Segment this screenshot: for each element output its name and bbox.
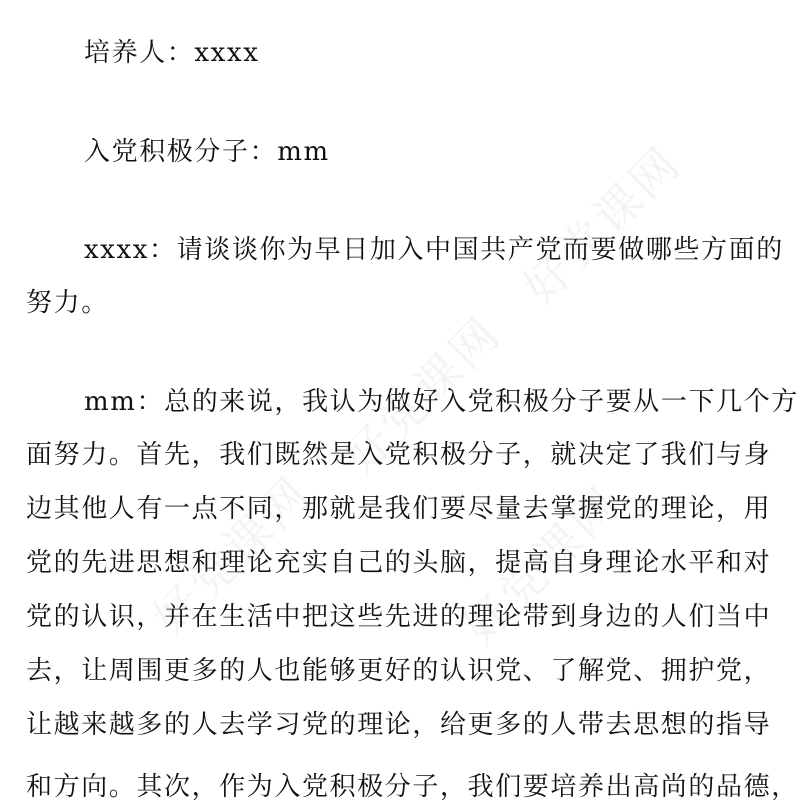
answer-line: 和方向。其次，作为入党积极分子，我们要培养出高尚的品德， xyxy=(26,772,799,800)
activist-line: 入党积极分子：mm xyxy=(84,137,330,167)
answer-line: 党的认识，并在生活中把这些先进的理论带到身边的人们当中 xyxy=(26,602,772,632)
answer-line: 去，让周围更多的人也能够更好的认识党、了解党、拥护党， xyxy=(26,656,772,686)
question-line: 努力。 xyxy=(26,288,109,318)
watermark: 好党课网 xyxy=(142,465,322,645)
answer-line: 边其他人有一点不同，那就是我们要尽量去掌握党的理论，用 xyxy=(26,494,772,524)
answer-line: mm：总的来说，我认为做好入党积极分子要从一下几个方 xyxy=(84,387,799,417)
answer-line: 让越来越多的人去学习党的理论，给更多的人带去思想的指导 xyxy=(26,710,772,740)
watermark: 好党课网 xyxy=(332,305,512,485)
answer-line: 面努力。首先，我们既然是入党积极分子，就决定了我们与身 xyxy=(26,440,772,470)
question-line: xxxx：请谈谈你为早日加入中国共产党而要做哪些方面的 xyxy=(84,235,784,265)
trainer-line: 培养人：xxxx xyxy=(84,38,260,68)
watermark: 好党课网 xyxy=(452,475,632,655)
watermark: 好党课网 xyxy=(512,135,692,315)
answer-line: 党的先进思想和理论充实自己的头脑，提高自身理论水平和对 xyxy=(26,548,772,578)
